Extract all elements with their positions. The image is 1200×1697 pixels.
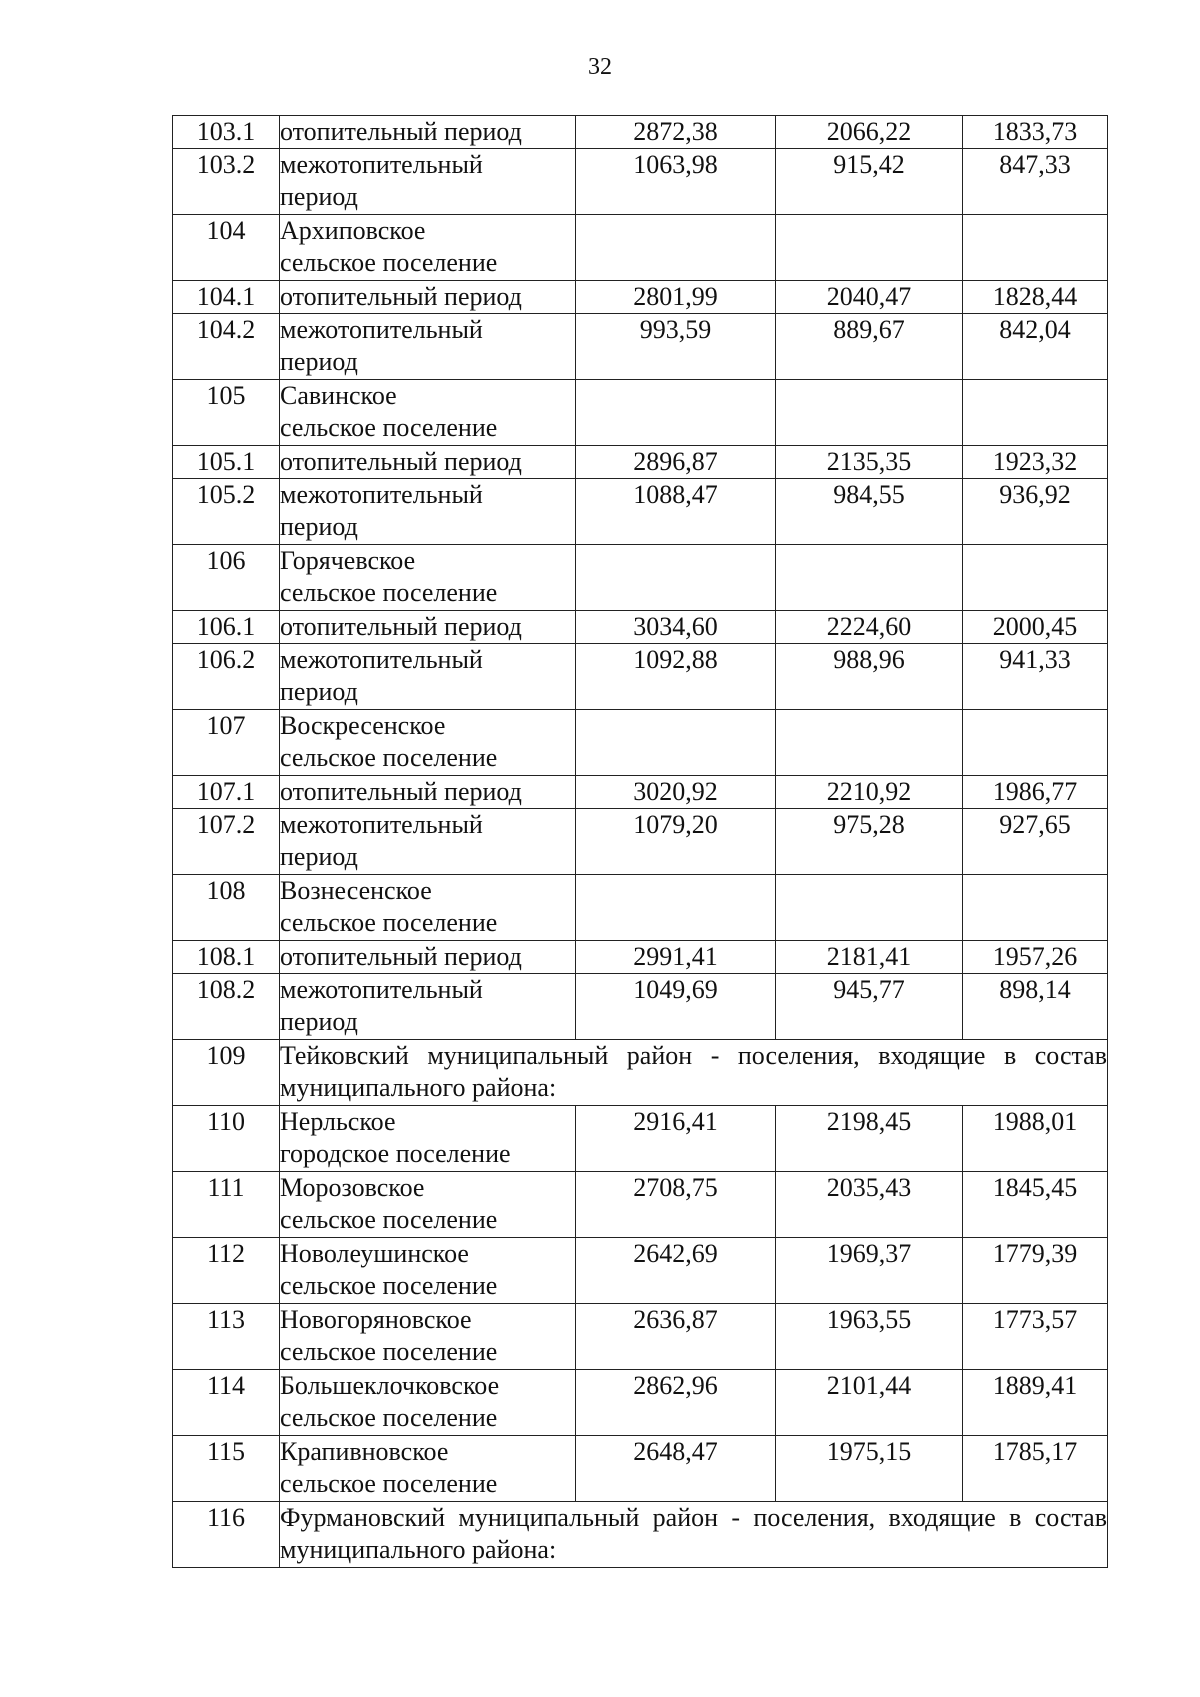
row-name-line: отопительный период (280, 447, 522, 476)
row-name (280, 545, 576, 611)
table-row (173, 1238, 1108, 1304)
row-number: 105 (173, 380, 280, 446)
value-cell-v3: 1845,45 (963, 1172, 1108, 1238)
value-cell-v3 (963, 215, 1108, 281)
row-name-line: Новогоряновское (280, 1305, 472, 1334)
value-cell-v2: 1963,55 (776, 1304, 963, 1370)
row-name-line: отопительный период (280, 942, 522, 971)
row-number: 103.1 (173, 116, 280, 149)
row-name-line: отопительный период (280, 117, 522, 146)
value-cell-v2 (776, 380, 963, 446)
row-name (280, 1304, 576, 1370)
row-name (280, 1106, 576, 1172)
value-cell-v1: 1063,98 (576, 149, 776, 215)
table-row (173, 1502, 1108, 1568)
row-name (280, 1172, 576, 1238)
value-cell-v1 (576, 545, 776, 611)
row-name-line: отопительный период (280, 612, 522, 641)
row-name-line: период (280, 182, 358, 211)
row-name-line: сельское поселение (280, 1205, 498, 1234)
row-name-line: сельское поселение (280, 1337, 498, 1366)
row-number: 103.2 (173, 149, 280, 215)
value-cell-v3: 2000,45 (963, 611, 1108, 644)
row-name (280, 1370, 576, 1436)
row-name (280, 710, 576, 776)
row-number: 108 (173, 875, 280, 941)
value-cell-v2: 975,28 (776, 809, 963, 875)
value-cell-v1 (576, 710, 776, 776)
row-number: 108.2 (173, 974, 280, 1040)
value-cell-v3 (963, 875, 1108, 941)
row-number: 112 (173, 1238, 280, 1304)
table-row (173, 611, 1108, 644)
row-name (280, 611, 576, 644)
table-row (173, 941, 1108, 974)
row-name (280, 809, 576, 875)
row-name-line: сельское поселение (280, 1469, 498, 1498)
row-number: 104.1 (173, 281, 280, 314)
value-cell-v2: 1969,37 (776, 1238, 963, 1304)
row-name-line: сельское поселение (280, 908, 498, 937)
page-number: 32 (588, 54, 612, 80)
table-row (173, 1106, 1108, 1172)
row-name (280, 149, 576, 215)
value-cell-v3 (963, 710, 1108, 776)
value-cell-v2: 988,96 (776, 644, 963, 710)
value-cell-v1: 2636,87 (576, 1304, 776, 1370)
row-name-line: межотопительный (280, 150, 483, 179)
table-row (173, 875, 1108, 941)
table-row (173, 1436, 1108, 1502)
value-cell-v3: 1833,73 (963, 116, 1108, 149)
value-cell-v3 (963, 380, 1108, 446)
value-cell-v2: 2066,22 (776, 116, 963, 149)
row-name-line: период (280, 347, 358, 376)
value-cell-v2: 915,42 (776, 149, 963, 215)
table-row (173, 644, 1108, 710)
row-name-line: сельское поселение (280, 1271, 498, 1300)
row-name-line: Новолеушинское (280, 1239, 469, 1268)
row-name-line: межотопительный (280, 480, 483, 509)
value-cell-v1: 2708,75 (576, 1172, 776, 1238)
value-cell-v2: 2040,47 (776, 281, 963, 314)
row-name-line: межотопительный (280, 810, 483, 839)
row-name (280, 479, 576, 545)
value-cell-v1: 2801,99 (576, 281, 776, 314)
row-number: 115 (173, 1436, 280, 1502)
value-cell-v3: 936,92 (963, 479, 1108, 545)
row-name-line: отопительный период (280, 777, 522, 806)
value-cell-v2: 2210,92 (776, 776, 963, 809)
row-number: 111 (173, 1172, 280, 1238)
row-name (280, 1238, 576, 1304)
value-cell-v3: 1779,39 (963, 1238, 1108, 1304)
value-cell-v2 (776, 215, 963, 281)
row-name-line: Крапивновское (280, 1437, 449, 1466)
value-cell-v1: 2896,87 (576, 446, 776, 479)
value-cell-v1: 2991,41 (576, 941, 776, 974)
row-number: 106 (173, 545, 280, 611)
value-cell-v2: 1975,15 (776, 1436, 963, 1502)
row-name (280, 875, 576, 941)
row-name (280, 974, 576, 1040)
table-row (173, 710, 1108, 776)
value-cell-v2: 889,67 (776, 314, 963, 380)
value-cell-v1: 3020,92 (576, 776, 776, 809)
row-name-line: период (280, 512, 358, 541)
value-cell-v2 (776, 875, 963, 941)
row-name (280, 314, 576, 380)
value-cell-v1 (576, 380, 776, 446)
value-cell-v1: 1049,69 (576, 974, 776, 1040)
value-cell-v1: 2642,69 (576, 1238, 776, 1304)
row-name-line: городское поселение (280, 1139, 511, 1168)
value-cell-v1: 2916,41 (576, 1106, 776, 1172)
value-cell-v3: 1986,77 (963, 776, 1108, 809)
row-name-line: сельское поселение (280, 743, 498, 772)
row-number: 108.1 (173, 941, 280, 974)
row-number: 105.2 (173, 479, 280, 545)
value-cell-v3: 847,33 (963, 149, 1108, 215)
value-cell-v2: 2198,45 (776, 1106, 963, 1172)
value-cell-v3: 941,33 (963, 644, 1108, 710)
row-name-line: сельское поселение (280, 413, 498, 442)
row-number: 109 (173, 1040, 280, 1106)
row-name-line: Морозовское (280, 1173, 425, 1202)
table-row (173, 974, 1108, 1040)
value-cell-v2: 984,55 (776, 479, 963, 545)
value-cell-v2: 945,77 (776, 974, 963, 1040)
table-row (173, 281, 1108, 314)
value-cell-v3: 1988,01 (963, 1106, 1108, 1172)
row-name (280, 941, 576, 974)
table-row (173, 809, 1108, 875)
row-number: 106.1 (173, 611, 280, 644)
value-cell-v3: 1957,26 (963, 941, 1108, 974)
table-row (173, 149, 1108, 215)
row-number: 116 (173, 1502, 280, 1568)
row-name-line: период (280, 842, 358, 871)
row-number: 110 (173, 1106, 280, 1172)
table-row (173, 1370, 1108, 1436)
row-name-line: сельское поселение (280, 248, 498, 277)
table-row (173, 314, 1108, 380)
value-cell-v3: 1785,17 (963, 1436, 1108, 1502)
value-cell-v3: 1773,57 (963, 1304, 1108, 1370)
value-cell-v2 (776, 545, 963, 611)
value-cell-v3: 1889,41 (963, 1370, 1108, 1436)
table-row (173, 380, 1108, 446)
table-row (173, 545, 1108, 611)
value-cell-v1 (576, 215, 776, 281)
value-cell-v3: 1828,44 (963, 281, 1108, 314)
row-number: 104 (173, 215, 280, 281)
tariff-table (172, 115, 1108, 1568)
row-number: 106.2 (173, 644, 280, 710)
row-number: 113 (173, 1304, 280, 1370)
value-cell-v1: 1088,47 (576, 479, 776, 545)
row-name-line: сельское поселение (280, 1403, 498, 1432)
table-row (173, 479, 1108, 545)
row-number: 107.2 (173, 809, 280, 875)
value-cell-v2: 2224,60 (776, 611, 963, 644)
value-cell-v1 (576, 875, 776, 941)
value-cell-v1: 3034,60 (576, 611, 776, 644)
value-cell-v1: 2872,38 (576, 116, 776, 149)
value-cell-v3 (963, 545, 1108, 611)
value-cell-v1: 2648,47 (576, 1436, 776, 1502)
row-name-line: отопительный период (280, 282, 522, 311)
row-name (280, 644, 576, 710)
row-name-line: межотопительный (280, 645, 483, 674)
row-name-line: межотопительный (280, 315, 483, 344)
value-cell-v1: 2862,96 (576, 1370, 776, 1436)
row-number: 107 (173, 710, 280, 776)
row-name-line: межотопительный (280, 975, 483, 1004)
row-name-line: Воскресенское (280, 711, 446, 740)
row-name-line: Вознесенское (280, 876, 432, 905)
value-cell-v2: 2035,43 (776, 1172, 963, 1238)
value-cell-v1: 1079,20 (576, 809, 776, 875)
row-number: 105.1 (173, 446, 280, 479)
row-name (280, 380, 576, 446)
row-name-line: Большеклочковское (280, 1371, 500, 1400)
value-cell-v1: 993,59 (576, 314, 776, 380)
row-name (280, 446, 576, 479)
row-name (280, 776, 576, 809)
value-cell-v1: 1092,88 (576, 644, 776, 710)
value-cell-v2: 2101,44 (776, 1370, 963, 1436)
row-name (280, 116, 576, 149)
table-row (173, 1040, 1108, 1106)
row-name-line: Савинское (280, 381, 397, 410)
table-row (173, 1304, 1108, 1370)
value-cell-v2: 2181,41 (776, 941, 963, 974)
row-name-line: сельское поселение (280, 578, 498, 607)
row-name (280, 1436, 576, 1502)
table-row (173, 446, 1108, 479)
value-cell-v2 (776, 710, 963, 776)
value-cell-v2: 2135,35 (776, 446, 963, 479)
value-cell-v3: 1923,32 (963, 446, 1108, 479)
row-name (280, 281, 576, 314)
row-name-line: Архиповское (280, 216, 426, 245)
row-name-line: Горячевское (280, 546, 416, 575)
table-row (173, 215, 1108, 281)
row-number: 104.2 (173, 314, 280, 380)
district-heading: Тейковский муниципальный район - поселения, входящие в состав муниципального района: (280, 1040, 1108, 1106)
table-row (173, 116, 1108, 149)
value-cell-v3: 842,04 (963, 314, 1108, 380)
row-name-line: период (280, 677, 358, 706)
table-row (173, 1172, 1108, 1238)
value-cell-v3: 927,65 (963, 809, 1108, 875)
row-number: 114 (173, 1370, 280, 1436)
district-heading: Фурмановский муниципальный район - поселения, входящие в состав муниципального района: (280, 1502, 1108, 1568)
row-name-line: период (280, 1007, 358, 1036)
table-row (173, 776, 1108, 809)
row-name-line: Нерльское (280, 1107, 396, 1136)
value-cell-v3: 898,14 (963, 974, 1108, 1040)
row-number: 107.1 (173, 776, 280, 809)
row-name (280, 215, 576, 281)
